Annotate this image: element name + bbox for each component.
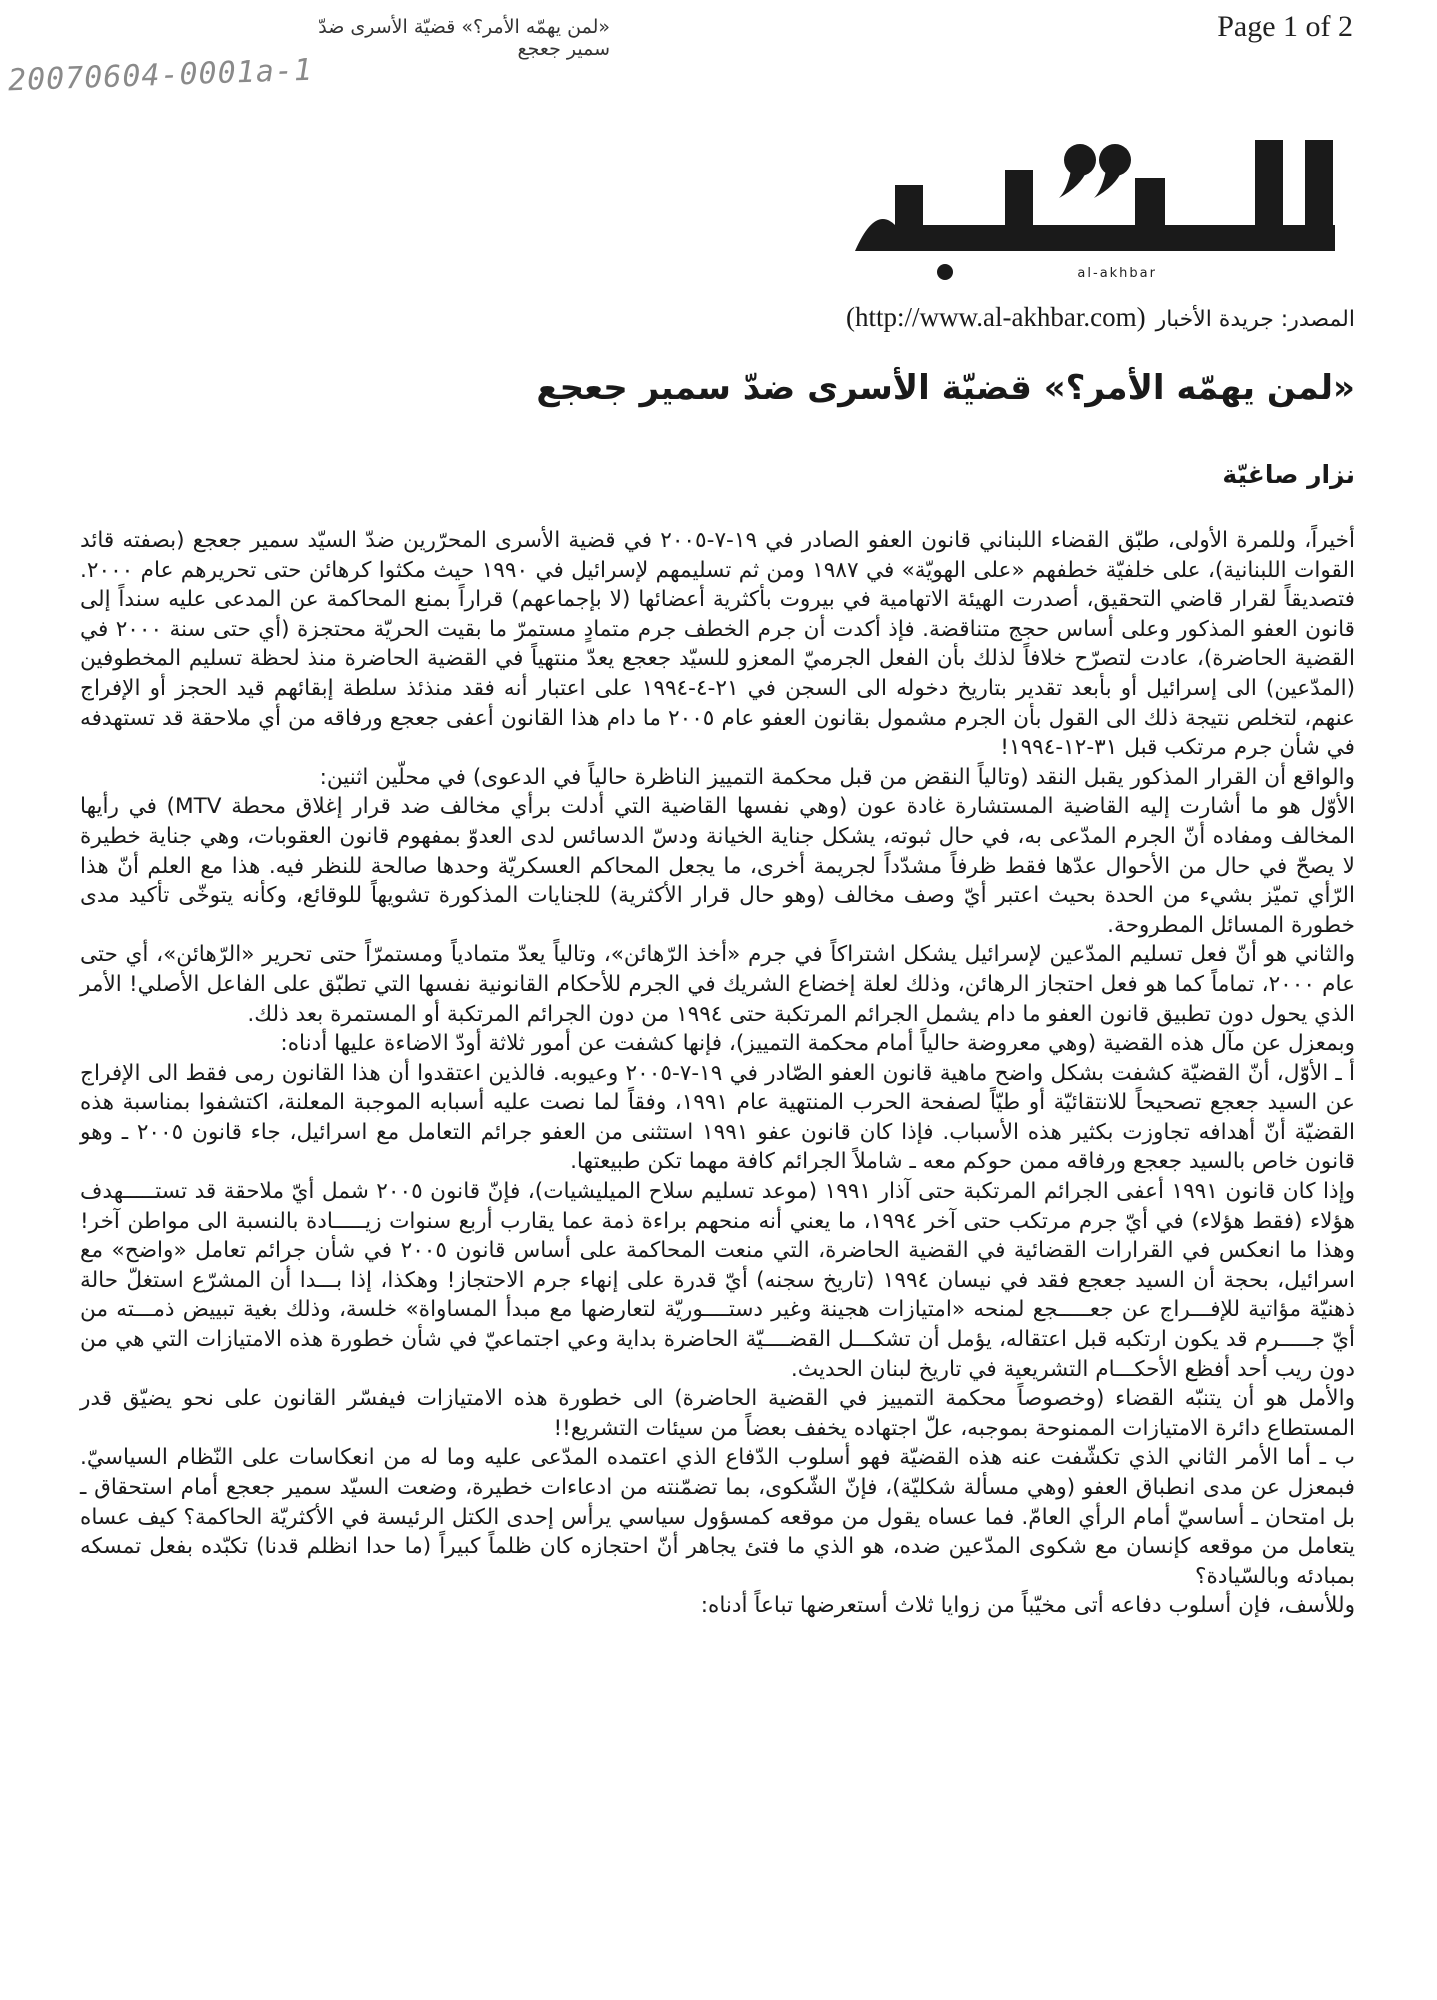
paragraph-2: والواقع أن القرار المذكور يقبل النقد (وتالياً النقض من قبل محكمة التمييز الناظرة حالياً في الدعوى) في محلّين اثنين: xyxy=(319,764,1355,790)
handwritten-document-id: 20070604-0001a-1 xyxy=(7,52,314,99)
paragraph-7: وإذا كان قانون ١٩٩١ أعفى الجرائم المرتكبة حتى آذار ١٩٩١ (موعد تسليم سلاح الميليشيات)، فإنّ قانون ٢٠٠٥ شمل أيّ ملاحقة قد تستـــــهدف هؤلاء (فقط هؤلاء) في أيّ جرم مرتكب حتى آخر ١٩٩٤، ما يعني أنه منحهم براءة ذمة عما يقارب أربع سنوات زيـــــادة بالنسبة الى مواطن آخر! وهذا ما انعكس في القرارات القضائية في القضية الحاضرة، التي منعت المحاكمة على أساس قانون ٢٠٠٥ في شأن جرائم تعامل «واضح» مع اسرائيل، بحجة أن السيد جعجع فقد في نيسان ١٩٩٤ (تاريخ سجنه) أيّ قدرة على إنهاء جرم الاحتجاز! وهكذا، إذا بـــدا أن المشرّع استغلّ حالة ذهنيّة مؤاتية للإفـــراج عن جعـــــجع لمنحه «امتيازات هجينة وغير دستــــوريّة لتعارضها مع مبدأ المساواة» خلسة، وذلك بغية تبييض ذمـــته من أيّ جـــــرم قد يكون ارتكبه قبل اعتقاله، يؤمل أن تشكـــل القضــــيّة الحاضرة بداية وعي اجتماعيّ في شأن خطورة هذه الامتيازات التي هي من دون ريب أحد أفظع الأحكـــام التشريعية في تاريخ لبنان الحديث. xyxy=(80,1179,1356,1382)
paragraph-6: أ ـ الأوّل، أنّ القضيّة كشفت بشكل واضح ماهية قانون العفو الصّادر في ١٩-٧-٢٠٠٥ وعيوبه. فالذين اعتقدوا أن هذا القانون رمى فقط الى الإفراج عن السيد جعجع تصحيحاً للانتقائيّة أو طيّاً لصفحة الحرب المنتهية عام ١٩٩١، وفقاً لما نصت عليه أسبابه الموجبة المعلنة، اكتشفوا بمناسبة هذه القضيّة أنّ أهدافه تجاوزت بكثير هذه الأسباب. فإذا كان قانون عفو ١٩٩١ استثنى من العفو جرائم التعامل مع اسرائيل، جاء قانون ٢٠٠٥ ـ وهو قانون خاص بالسيد جعجع ورفاقه ممن حوكم معه ـ شاملاً الجرائم كافة مهما تكن طبيعتها. xyxy=(80,1060,1355,1175)
article-body xyxy=(80,526,1355,1621)
article-title: «لمن يهمّه الأمر؟» قضيّة الأسرى ضدّ سمير جعجع xyxy=(536,368,1355,408)
paragraph-8: والأمل هو أن يتنبّه القضاء (وخصوصاً محكمة التمييز في القضية الحاضرة) الى خطورة هذه الامتيازات فيفسّر القانون على نحو يضيّق قدر المستطاع دائرة الامتيازات الممنوحة بموجبه، علّ اجتهاده يخفف بعضاً من سيئات التشريع!! xyxy=(80,1386,1355,1441)
paragraph-3: الأوّل هو ما أشارت إليه القاضية المستشارة غادة عون (وهي نفسها القاضية التي أدلت برأي مخالف ضد قرار إغلاق محطة MTV) في رأيها المخالف ومفاده أنّ الجرم المدّعى به، في حال ثبوته، يشكل جناية الخيانة ودسّ الدسائس لدى العدوّ بمفهوم قانون العقوبات، وهي جناية خطيرة لا يصحّ في حال من الأحوال عدّها فقط ظرفاً مشدّداً لجريمة أخرى، ما يجعل المحاكم العسكريّة وحدها صالحة للنظر فيه. هذا مع العلم أنّ هذا الرّأي تميّز بشيء من الحدة بحيث اعتبر أيّ وصف مخالف (وهو حال قرار الأكثرية) للجنايات المذكورة تشويهاً للوقائع، وكأنه يتوخّى تأكيد مدى خطورة المسائل المطروحة. xyxy=(80,794,1355,938)
running-header-title: «لمن يهمّه الأمر؟» قضيّة الأسرى ضدّ سمير جعجع xyxy=(318,16,610,60)
source-line xyxy=(846,302,1355,333)
paragraph-9: ب ـ أما الأمر الثاني الذي تكشّفت عنه هذه القضيّة فهو أسلوب الدّفاع الذي اعتمده المدّعى عليه وما له من انعكاسات على النّظام السياسيّ. فبمعزل عن مدى انطباق العفو (وهي مسألة شكليّة)، فإنّ الشّكوى، بما تضمّنته من ادعاءات خطيرة، وضعت السيّد سمير جعجع أمام استحقاق ـ بل امتحان ـ أساسيّ أمام الرأي العامّ. فما عساه يقول من موقعه كمسؤول سياسي يرأس إحدى الكتل الرئيسة في الأكثريّة الحاكمة؟ كيف عساه يتعامل من موقعه كإنسان مع شكوى المدّعين ضده، هو الذي ما فتئ يجاهر أنّ احتجازه كان ظلماً كبيراً (ما حدا انظلم قدنا) تكبّده بفعل تمسكه بمبادئه وبالسّيادة؟ xyxy=(80,1445,1355,1589)
source-label: المصدر: جريدة الأخبار xyxy=(1155,307,1355,332)
paragraph-5: وبمعزل عن مآل هذه القضية (وهي معروضة حالياً أمام محكمة التمييز)، فإنها كشفت عن أمور ثلاثة أودّ الاضاءة عليها أدناه: xyxy=(280,1031,1355,1057)
paragraph-4: والثاني هو أنّ فعل تسليم المدّعين لإسرائيل يشكل اشتراكاً في جرم «أخذ الرّهائن»، وتالياً يعدّ متمادياً ومستمرّاً حتى تحرير «الرّهائن»، أي حتى عام ٢٠٠٠، تماماً كما هو فعل احتجاز الرهائن، وذلك لعلة إخضاع الشريك في الجرم للأحكام القانونية نفسها التي تطبّق على الفاعل الأصلي! الأمر الذي يحول دون تطبيق قانون العفو ما دام يشمل الجرائم المرتكبة حتى ١٩٩٤ من دون الجرائم المرتكبة أو المستمرة بعد ذلك. xyxy=(80,942,1355,1027)
logo-latin-subtitle: al-akhbar xyxy=(1077,266,1157,281)
paragraph-10: وللأسف، فإن أسلوب دفاعه أتى مخيّباً من زوايا ثلاث أستعرضها تباعاً أدناه: xyxy=(700,1593,1355,1619)
paragraph-1: أخيراً، وللمرة الأولى، طبّق القضاء اللبناني قانون العفو الصادر في ١٩-٧-٢٠٠٥ في قضية الأسرى المحرّرين ضدّ السيّد سمير جعجع (بصفته قائد القوات اللبنانية)، على خلفيّة خطفهم «على الهويّة» في ١٩٨٧ ومن ثم تسليمهم لإسرائيل في ١٩٩٠ حيث مكثوا كرهائن حتى تحريرهم عام ٢٠٠٠. فتصديقاً لقرار قاضي التحقيق، أصدرت الهيئة الاتهامية في بيروت بأكثرية أعضائها (لا بإجماعهم) قراراً بمنع المحاكمة عن المدعى عليه سنداً إلى قانون العفو المذكور وعلى أساس حجج متناقضة. فإذ أكدت أن جرم الخطف جرم متمادٍ مستمرّ ما بقيت الحريّة محتجزة (أي حتى سنة ٢٠٠٠ في القضية الحاضرة)، عادت لتصرّح خلافاً لذلك بأن الفعل الجرميّ المعزو للسيّد جعجع يعدّ منتهياً في القضية الحاضرة منذ لحظة تسليم المخطوفين (المدّعين) الى إسرائيل أو بأبعد تقدير بتاريخ دخوله الى السجن في ٢١-٤-١٩٩٤ على اعتبار أنه فقد منذئذ سلطة إبقائهم قيد الحجز أو الإفراج عنهم، لتخلص نتيجة ذلك الى القول بأن الجرم مشمول بقانون العفو عام ٢٠٠٥ ما دام هذا القانون أعفى جعجع ورفاقه من أي ملاحقة قد تستهدفه في شأن جرم مرتكب قبل ٣١-١٢-١٩٩٤! xyxy=(80,528,1356,761)
page-number: Page 1 of 2 xyxy=(1217,10,1353,43)
article-author: نزار صاغيّة xyxy=(1222,460,1355,489)
source-url: (http://www.al-akhbar.com) xyxy=(845,302,1146,332)
